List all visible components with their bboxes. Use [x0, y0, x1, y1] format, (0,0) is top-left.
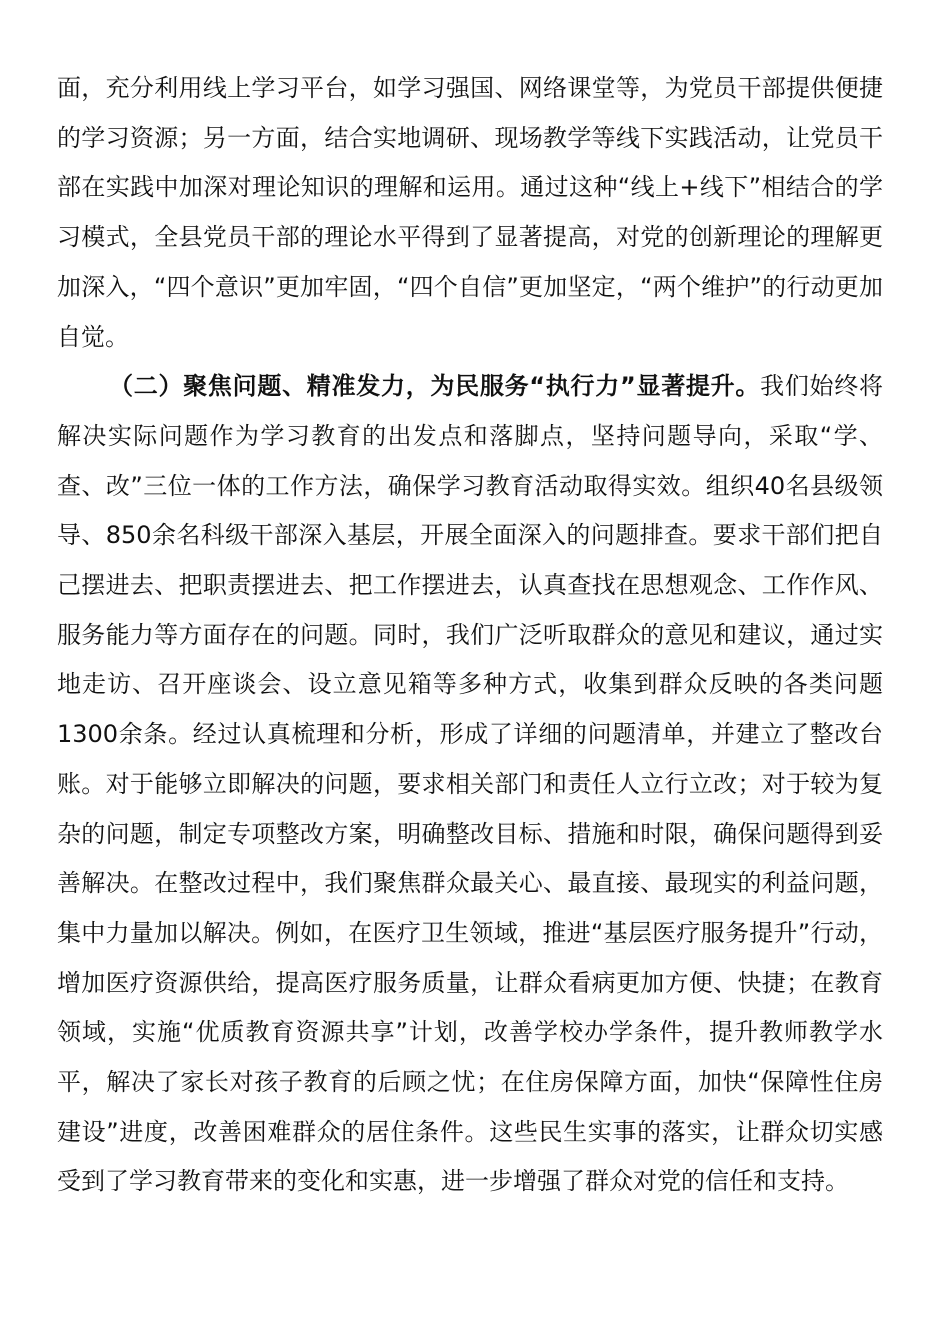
paragraph-online-learning: 面，充分利用线上学习平台，如学习强国、网络课堂等，为党员干部提供便捷的学习资源；另一方面，结合实地调研、现场教学等线下实践活动，让党员干部在实践中加深对理论知识的理解和运用。通过这种“线上+线下”相结合的学习模式，全县党员干部的理论水平得到了显著提高，对党的创新理论的理解更加深入，“四个意识”更加牢固，“四个自信”更加坚定，“两个维护”的行动更加自觉。: [57, 74, 883, 351]
section-heading: （二）聚焦问题、精准发力，为民服务“执行力”显著提升。: [109, 372, 761, 401]
section-body: 我们始终将解决实际问题作为学习教育的出发点和落脚点，坚持问题导向，采取“学、查、改”三位一体的工作方法，确保学习教育活动取得实效。组织40名县级领导、850余名科级干部深入基层，开展全面深入的问题排查。要求干部们把自己摆进去、把职责摆进去、把工作摆进去，认真查找在思想观念、工作作风、服务能力等方面存在的问题。同时，我们广泛听取群众的意见和建议，通过实地走访、召开座谈会、设立意见箱等多种方式，收集到群众反映的各类问题1300余条。经过认真梳理和分析，形成了详细的问题清单，并建立了整改台账。对于能够立即解决的问题，要求相关部门和责任人立行立改；对于较为复杂的问题，制定专项整改方案，明确整改目标、措施和时限，确保问题得到妥善解决。在整改过程中，我们聚焦群众最关心、最直接、最现实的利益问题，集中力量加以解决。例如，在医疗卫生领域，推进“基层医疗服务提升”行动，增加医疗资源供给，提高医疗服务质量，让群众看病更加方便、快捷；在教育领域，实施“优质教育资源共享”计划，改善学校办学条件，提升教师教学水平，解决了家长对孩子教育的后顾之忧；在住房保障方面，加快“保障性住房建设”进度，改善困难群众的居住条件。这些民生实事的落实，让群众切实感受到了学习教育带来的变化和实惠，进一步增强了群众对党的信任和支持。: [57, 372, 884, 1196]
paragraph-problem-solving: [57, 362, 883, 1207]
document-page: [57, 64, 883, 1207]
